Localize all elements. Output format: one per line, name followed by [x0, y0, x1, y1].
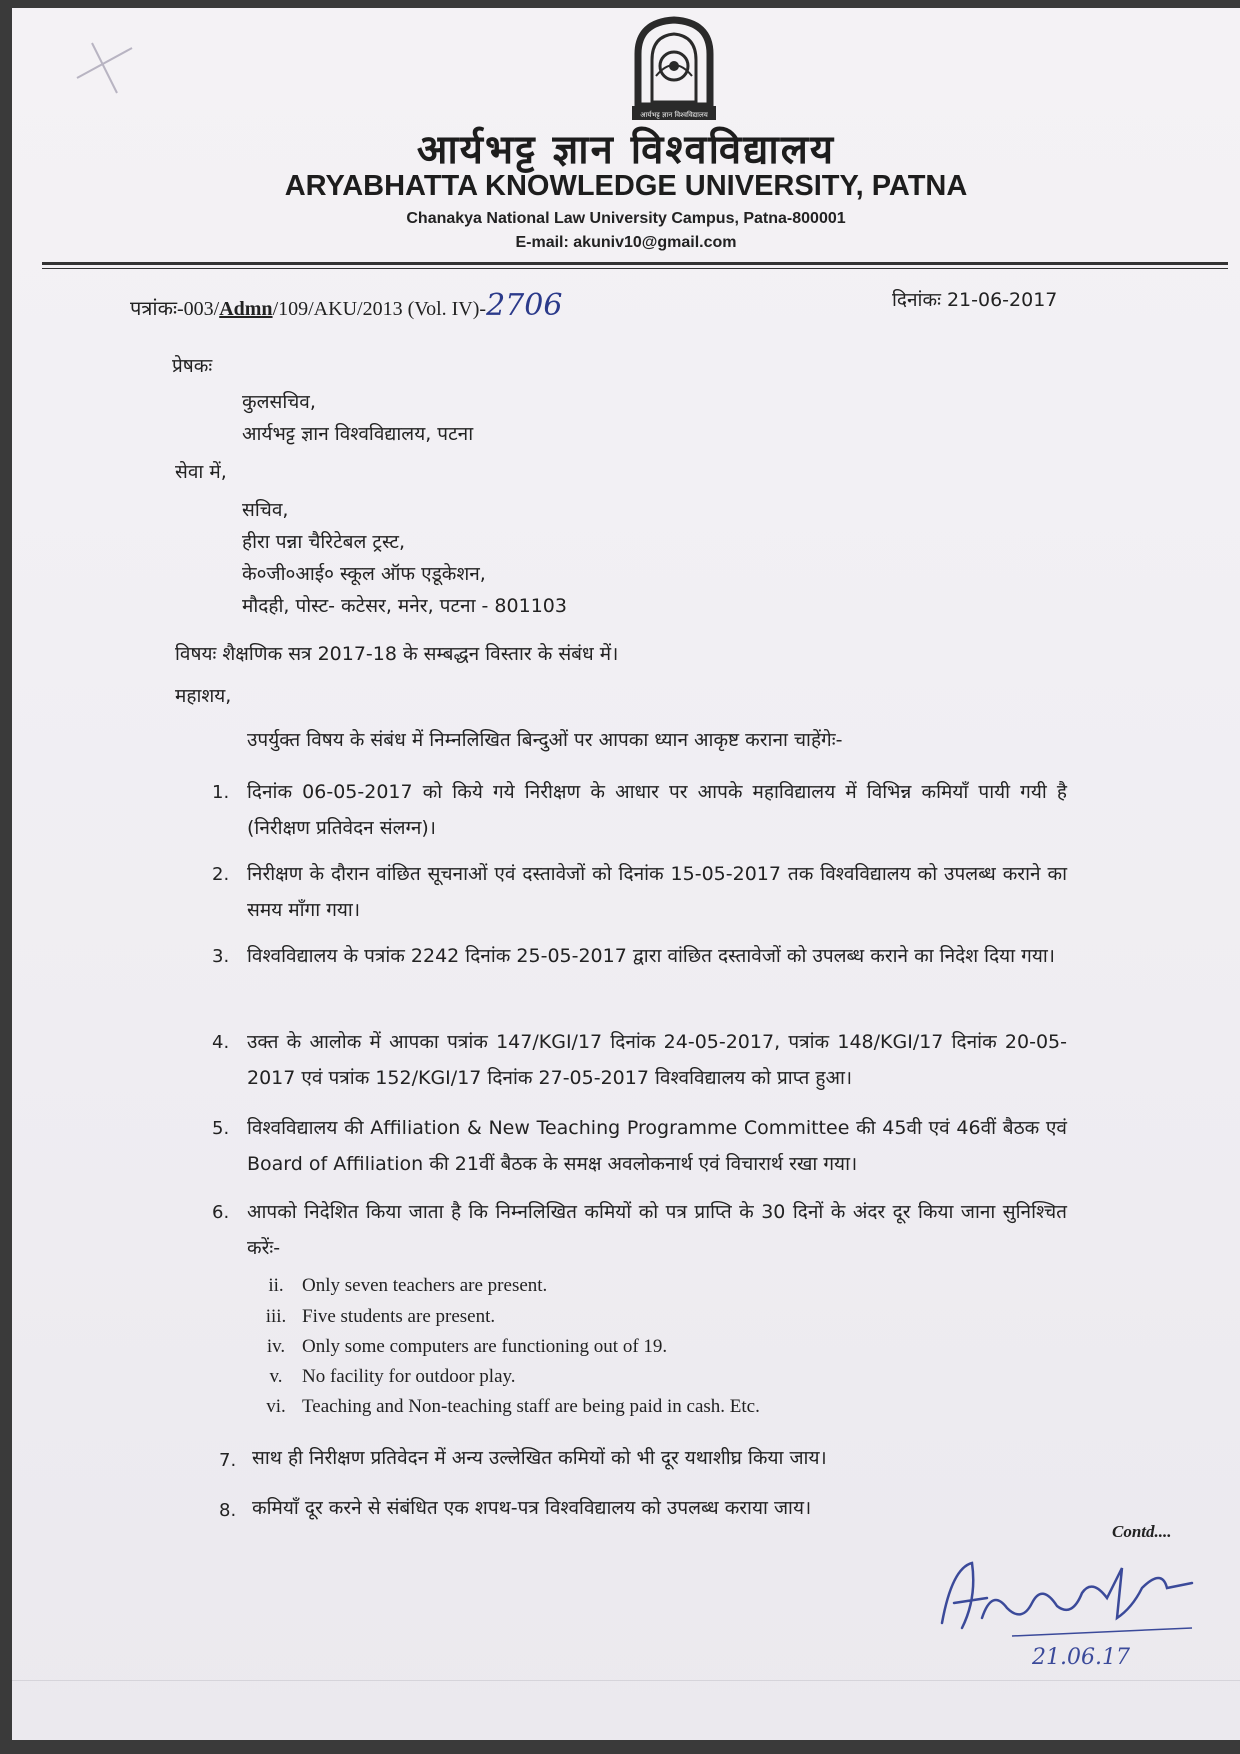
point-text: उक्त के आलोक में आपका पत्रांक 147/KGI/17 दिनांक 24-05-2017, पत्रांक 148/KGI/17 दिनांक 20-05-2017 एवं पत्रांक 152/KGI/17 दिनांक 27-05-2017 विश्वविद्यालय को प्राप्त हुआ। — [247, 1031, 1067, 1089]
sender-line: कुलसचिव, — [242, 391, 316, 413]
ref-number-handwritten: 2706 — [486, 288, 563, 323]
ref-prefix: पत्रांकः-003/ — [130, 298, 220, 320]
recipient-line: सचिव, — [242, 499, 289, 521]
recipient-line: के०जी०आई० स्कूल ऑफ एडूकेशन, — [242, 563, 486, 585]
ref-suffix: /109/AKU/2013 (Vol. IV)- — [272, 298, 487, 320]
recipient-label: सेवा में, — [175, 461, 227, 483]
deficiency-number: iv. — [266, 1336, 286, 1357]
recipient-line: हीरा पन्ना चैरिटेबल ट्रस्ट, — [242, 531, 406, 553]
deficiency-text: No facility for outdoor play. — [302, 1366, 516, 1387]
deficiency-item — [250, 1396, 760, 1418]
handwritten-signature — [932, 1548, 1202, 1668]
letter-subject: विषयः शैक्षणिक सत्र 2017-18 के सम्बद्धन विस्तार के संबंध में। — [175, 643, 619, 665]
signature-date: 21.06.17 — [1032, 1645, 1130, 1668]
pen-mark — [72, 38, 142, 98]
sender-line: आर्यभट्ट ज्ञान विश्वविद्यालय, पटना — [242, 423, 474, 445]
logo-label: आर्यभट्ट ज्ञान विश्वविद्यालय — [640, 111, 708, 119]
deficiency-text: Only seven teachers are present. — [302, 1275, 548, 1296]
deficiency-item — [250, 1306, 495, 1328]
deficiency-number: iii. — [265, 1306, 287, 1327]
page-fold — [12, 1680, 1240, 1681]
deficiency-item — [250, 1336, 667, 1358]
university-name-hindi: आर्यभट्ट ज्ञान विश्वविद्यालय — [416, 126, 836, 173]
deficiency-item — [250, 1366, 516, 1388]
point-number: 8. — [219, 1500, 237, 1521]
university-name-english: ARYABHATTA KNOWLEDGE UNIVERSITY, PATNA — [284, 170, 968, 202]
letter-page — [12, 8, 1240, 1740]
letter-reference — [130, 288, 563, 323]
deficiency-number: ii. — [268, 1275, 284, 1296]
deficiency-text: Five students are present. — [302, 1306, 496, 1327]
deficiency-number: vi. — [266, 1396, 286, 1417]
point-number: 4. — [212, 1032, 230, 1053]
point-number: 5. — [212, 1118, 230, 1139]
continued-marker: Contd.... — [1112, 1522, 1172, 1541]
ref-admn: Admn — [219, 298, 273, 320]
header-rule-thin — [42, 268, 1228, 269]
point-text: साथ ही निरीक्षण प्रतिवेदन में अन्य उल्लेखित कमियों को भी दूर यथाशीघ्र किया जाय। — [252, 1447, 827, 1469]
point-number: 7. — [219, 1450, 237, 1471]
point-number: 3. — [212, 946, 230, 967]
point-number: 1. — [212, 782, 230, 803]
university-logo — [618, 14, 730, 126]
intro-paragraph: उपर्युक्त विषय के संबंध में निम्नलिखित बिन्दुओं पर आपका ध्यान आकृष्ट कराना चाहेंगेः- — [247, 729, 843, 751]
point-text: विश्वविद्यालय के पत्रांक 2242 दिनांक 25-05-2017 द्वारा वांछित दस्तावेजों को उपलब्ध कराने का निदेश दिया गया। — [247, 945, 1055, 967]
point-text: कमियाँ दूर करने से संबंधित एक शपथ-पत्र विश्वविद्यालय को उपलब्ध कराया जाय। — [252, 1497, 812, 1519]
university-email: E-mail: akuniv10@gmail.com — [515, 234, 737, 251]
point-text: विश्वविद्यालय की Affiliation & New Teaching Programme Committee की 45वी एवं 46वीं बैठक एवं Board of Affiliation की 21वीं बैठक के समक्ष अवलोकनार्थ एवं विचारार्थ रखा गया। — [247, 1117, 1067, 1175]
point-text: आपको निदेशित किया जाता है कि निम्नलिखित कमियों को पत्र प्राप्ति के 30 दिनों के अंदर दूर किया जाना सुनिश्चित करेंः- — [247, 1201, 1067, 1259]
university-address: Chanakya National Law University Campus, Patna-800001 — [406, 210, 846, 227]
point-text: दिनांक 06-05-2017 को किये गये निरीक्षण के आधार पर आपके महाविद्यालय में विभिन्न कमियाँ पायी गयी है (निरीक्षण प्रतिवेदन संलग्न)। — [247, 781, 1067, 839]
sender-label: प्रेषकः — [172, 355, 213, 377]
deficiency-text: Only some computers are functioning out of 19. — [302, 1336, 668, 1357]
recipient-line: मौदही, पोस्ट- कटेसर, मनेर, पटना - 801103 — [242, 595, 567, 617]
deficiency-text: Teaching and Non-teaching staff are being paid in cash. Etc. — [302, 1396, 760, 1417]
point-number: 2. — [212, 864, 230, 885]
point-text: निरीक्षण के दौरान वांछित सूचनाओं एवं दस्तावेजों को दिनांक 15-05-2017 तक विश्वविद्यालय को उपलब्ध कराने का समय माँगा गया। — [247, 863, 1067, 921]
point-number: 6. — [212, 1202, 230, 1223]
salutation: महाशय, — [175, 685, 232, 707]
header-rule — [42, 262, 1228, 265]
letter-date: दिनांकः 21-06-2017 — [892, 289, 1058, 311]
deficiency-item — [250, 1275, 547, 1297]
deficiency-number: v. — [269, 1366, 283, 1387]
